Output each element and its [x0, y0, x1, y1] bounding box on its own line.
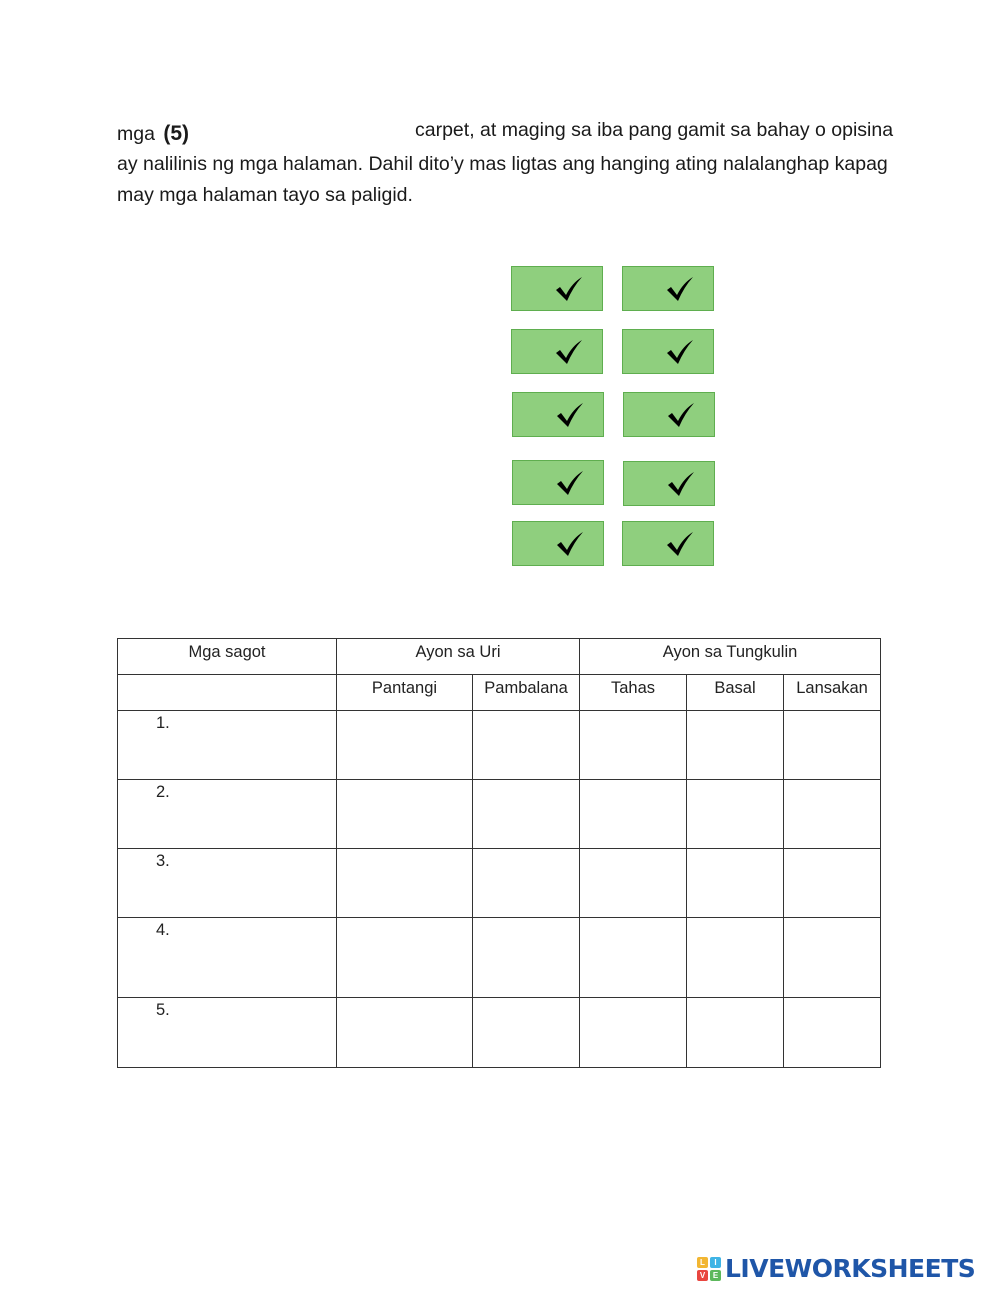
logo-mark-tile: I: [710, 1257, 721, 1268]
answer-cell[interactable]: [784, 918, 881, 998]
checkmark-icon: [554, 275, 584, 303]
answer-cell[interactable]: [580, 918, 687, 998]
table-row: [118, 998, 881, 1068]
table-row: [118, 918, 881, 998]
table-row: [118, 711, 881, 780]
liveworksheets-logo: [697, 1254, 975, 1283]
passage-line-2: ay nalilinis ng mga halaman. Dahil dito’y mas ligtas ang hanging ating nalalanghap kapag: [117, 153, 888, 175]
answer-cell[interactable]: [784, 780, 881, 849]
header-tahas: Tahas: [580, 675, 687, 711]
table-row: [118, 780, 881, 849]
check-button[interactable]: [512, 460, 604, 505]
answer-cell[interactable]: [687, 780, 784, 849]
check-button[interactable]: [623, 392, 715, 437]
row-number: 4.: [118, 918, 337, 998]
answer-cell[interactable]: [687, 849, 784, 918]
row-number: 5.: [118, 998, 337, 1068]
header-ayon-sa-tungkulin: Ayon sa Tungkulin: [580, 639, 881, 675]
passage-line1-prefix: mga: [117, 123, 155, 145]
checkmark-icon: [666, 470, 696, 498]
table-row: [118, 849, 881, 918]
check-button[interactable]: [511, 329, 603, 374]
checkmark-icon: [665, 530, 695, 558]
answer-cell[interactable]: [580, 780, 687, 849]
answer-table: [117, 638, 881, 1068]
check-button[interactable]: [622, 521, 714, 566]
answer-cell[interactable]: [337, 711, 473, 780]
row-number: 1.: [118, 711, 337, 780]
answer-cell[interactable]: [580, 849, 687, 918]
passage-line1-suffix: carpet, at maging sa iba pang gamit sa bahay o opisina: [415, 119, 894, 141]
answer-cell[interactable]: [337, 998, 473, 1068]
header-lansakan: Lansakan: [784, 675, 881, 711]
table-header-row-1: [118, 639, 881, 675]
passage-line-3: may mga halaman tayo sa paligid.: [117, 184, 413, 206]
answer-cell[interactable]: [473, 918, 580, 998]
check-button[interactable]: [512, 392, 604, 437]
row-number: 3.: [118, 849, 337, 918]
answer-cell[interactable]: [337, 918, 473, 998]
header-pambalana: Pambalana: [473, 675, 580, 711]
answer-cell[interactable]: [580, 998, 687, 1068]
answer-cell[interactable]: [473, 711, 580, 780]
check-button[interactable]: [623, 461, 715, 506]
answer-cell[interactable]: [784, 711, 881, 780]
answer-cell[interactable]: [687, 918, 784, 998]
logo-mark-tile: L: [697, 1257, 708, 1268]
answer-cell[interactable]: [473, 849, 580, 918]
answer-cell[interactable]: [473, 998, 580, 1068]
check-button[interactable]: [622, 266, 714, 311]
check-button[interactable]: [512, 521, 604, 566]
header-pantangi: Pantangi: [337, 675, 473, 711]
answer-cell[interactable]: [687, 998, 784, 1068]
answer-cell[interactable]: [784, 849, 881, 918]
answer-cell[interactable]: [580, 711, 687, 780]
checkmark-icon: [555, 530, 585, 558]
check-button[interactable]: [622, 329, 714, 374]
answer-cell[interactable]: [784, 998, 881, 1068]
checkmark-icon: [555, 469, 585, 497]
answer-cell[interactable]: [473, 780, 580, 849]
logo-mark-tile: E: [710, 1270, 721, 1281]
row-number: 2.: [118, 780, 337, 849]
answer-cell[interactable]: [337, 780, 473, 849]
logo-mark-tile: V: [697, 1270, 708, 1281]
logo-text: LIVEWORKSHEETS: [725, 1254, 976, 1283]
header-basal: Basal: [687, 675, 784, 711]
question-number: (5): [163, 122, 190, 145]
checkmark-icon: [555, 401, 585, 429]
checkmark-icon: [665, 275, 695, 303]
passage-line-1: [117, 118, 189, 150]
checkmark-icon: [666, 401, 696, 429]
logo-mark-icon: [697, 1257, 721, 1281]
header-mga-sagot: Mga sagot: [118, 639, 337, 675]
check-button[interactable]: [511, 266, 603, 311]
header-ayon-sa-uri: Ayon sa Uri: [337, 639, 580, 675]
checkmark-icon: [665, 338, 695, 366]
answer-cell[interactable]: [337, 849, 473, 918]
answer-cell[interactable]: [687, 711, 784, 780]
header-empty: [118, 675, 337, 711]
checkmark-icon: [554, 338, 584, 366]
table-header-row-2: [118, 675, 881, 711]
